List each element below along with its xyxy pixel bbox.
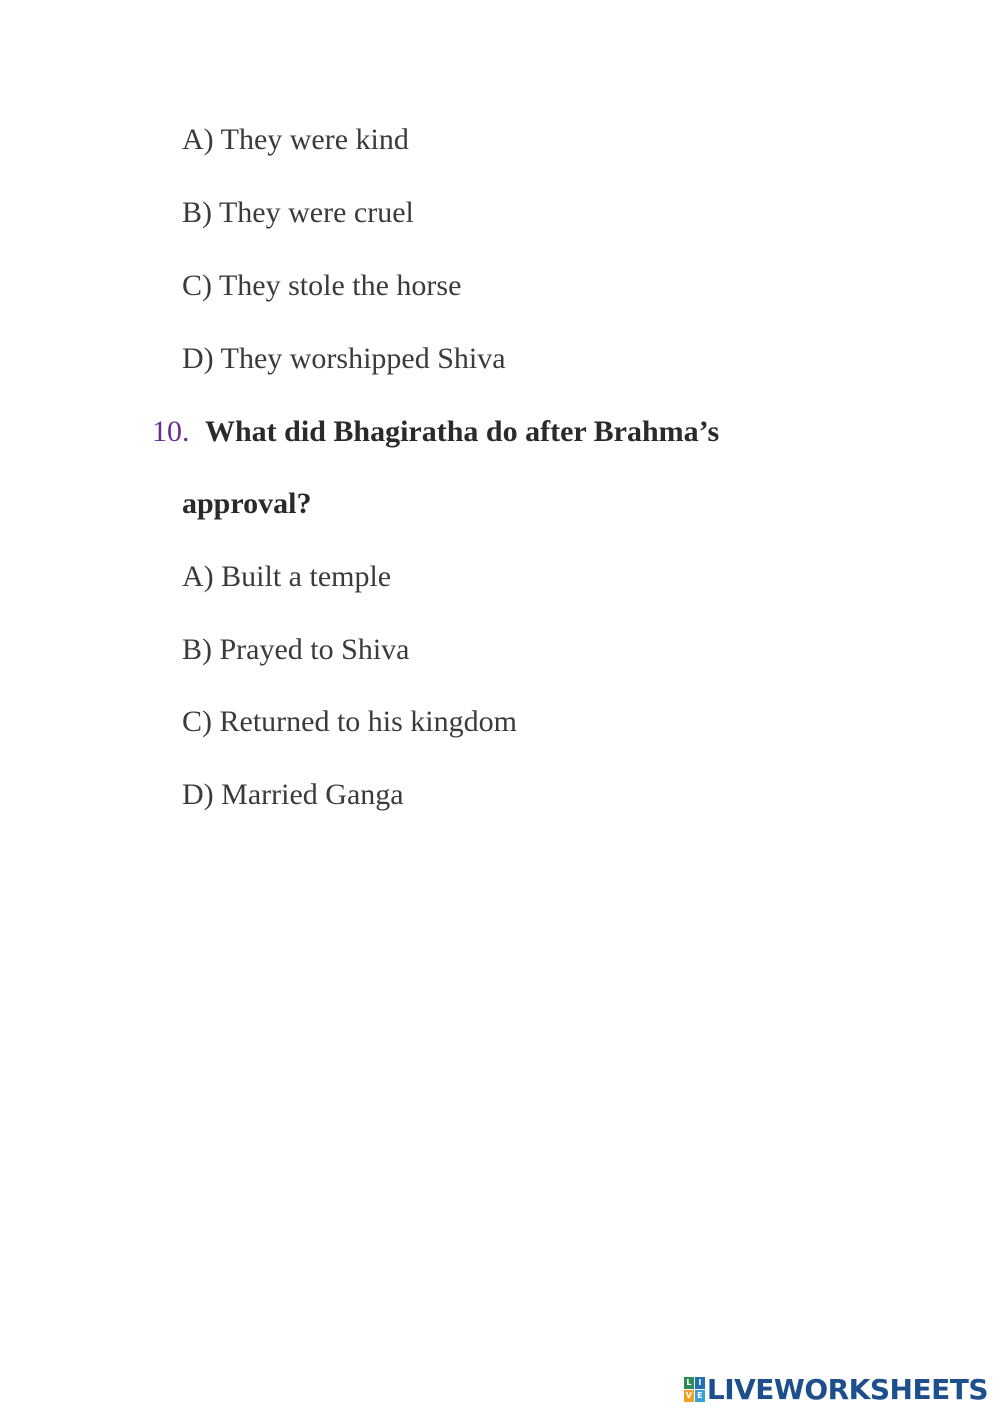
question-number: 10. [152,415,190,448]
question-text-line2: approval? [182,487,312,520]
option-b: B) Prayed to Shiva [182,633,410,666]
option-d: D) Married Ganga [182,778,404,811]
logo-tile-l: L [684,1377,694,1389]
option-c-previous: C) They stole the horse [182,269,462,302]
logo-tile-v: V [685,1391,692,1400]
question-text-line1: What did Bhagiratha do after Brahma’s [205,415,720,448]
option-b-previous: B) They were cruel [182,196,414,229]
liveworksheets-logo-icon [684,1377,704,1401]
option-a-previous: A) They were kind [182,123,409,156]
brand-name: LIVEWORKSHEETS [706,1372,988,1406]
logo-tile-e: E [695,1390,705,1402]
option-a: A) Built a temple [182,560,392,593]
option-d-previous: D) They worshipped Shiva [182,342,506,375]
logo-tile-i: I [695,1377,705,1389]
liveworksheets-logo [684,1372,988,1406]
option-c: C) Returned to his kingdom [182,705,517,738]
